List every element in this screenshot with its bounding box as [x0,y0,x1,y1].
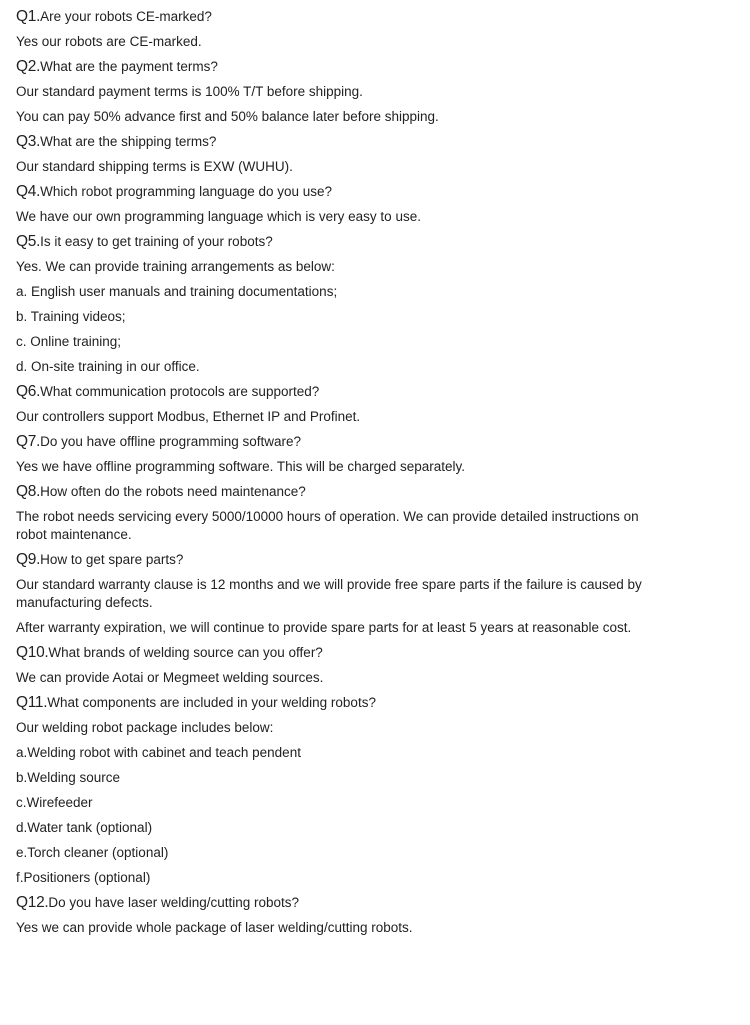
faq-answer: Our standard warranty clause is 12 months and we will provide free spare parts if the failure is caused by manufacturing defects. [16,577,642,610]
faq-answer: The robot needs servicing every 5000/10000 hours of operation. We can provide detailed instructions on robot maintenance. [16,509,639,542]
question-text: What are the shipping terms? [40,134,217,149]
question-number: Q7. [16,433,41,450]
faq-question [16,551,676,569]
question-number: Q9. [16,551,41,568]
question-text: What communication protocols are supported? [40,384,320,399]
faq-answer: Yes we can provide whole package of laser welding/cutting robots. [16,920,413,935]
faq-answer: Yes our robots are CE-marked. [16,34,202,49]
faq-answer: d. On-site training in our office. [16,359,200,374]
faq-question [16,383,676,401]
faq-question [16,894,676,912]
faq-answer: Yes we have offline programming software. This will be charged separately. [16,459,465,474]
question-number: Q3. [16,133,41,150]
faq-answer: Our standard shipping terms is EXW (WUHU). [16,159,293,174]
faq-answer: b.Welding source [16,770,121,785]
faq-answer: f.Positioners (optional) [16,870,151,885]
question-text: Which robot programming language do you use? [40,184,333,199]
faq-answer: After warranty expiration, we will continue to provide spare parts for at least 5 years at reasonable cost. [16,620,632,635]
question-text: How often do the robots need maintenance? [40,484,306,499]
faq-question [16,483,676,501]
question-text: Are your robots CE-marked? [40,9,212,24]
faq-answer: e.Torch cleaner (optional) [16,845,169,860]
faq-question [16,58,676,76]
question-number: Q4. [16,183,41,200]
faq-question [16,644,676,662]
question-text: What components are included in your welding robots? [47,695,376,710]
faq-answer: a. English user manuals and training documentations; [16,284,338,299]
question-number: Q11. [16,694,48,711]
faq-answer: You can pay 50% advance first and 50% balance later before shipping. [16,109,439,124]
faq-question [16,694,676,712]
question-text: What brands of welding source can you offer? [48,645,323,660]
question-text: How to get spare parts? [40,552,184,567]
question-number: Q10. [16,644,49,661]
faq-answer: c. Online training; [16,334,122,349]
faq-answer: c.Wirefeeder [16,795,93,810]
question-text: Do you have offline programming software? [40,434,301,449]
question-text: Do you have laser welding/cutting robots? [48,895,300,910]
faq-answer: a.Welding robot with cabinet and teach pendent [16,745,301,760]
question-number: Q6. [16,383,41,400]
faq-answer: We have our own programming language which is very easy to use. [16,209,421,224]
question-number: Q8. [16,483,41,500]
faq-answer: b. Training videos; [16,309,126,324]
faq-answer: Our welding robot package includes below: [16,720,274,735]
question-number: Q12. [16,894,49,911]
faq-question [16,183,676,201]
faq-answer: Our controllers support Modbus, Ethernet IP and Profinet. [16,409,361,424]
faq-answer: d.Water tank (optional) [16,820,153,835]
faq-answer: We can provide Aotai or Megmeet welding sources. [16,670,324,685]
question-number: Q5. [16,233,41,250]
faq-question [16,233,676,251]
question-number: Q1. [16,8,41,25]
faq-question [16,8,676,26]
question-text: Is it easy to get training of your robots? [40,234,273,249]
faq-answer: Yes. We can provide training arrangements as below: [16,259,335,274]
faq-question [16,433,676,451]
question-number: Q2. [16,58,41,75]
faq-question [16,133,676,151]
question-text: What are the payment terms? [40,59,218,74]
faq-answer: Our standard payment terms is 100% T/T before shipping. [16,84,363,99]
